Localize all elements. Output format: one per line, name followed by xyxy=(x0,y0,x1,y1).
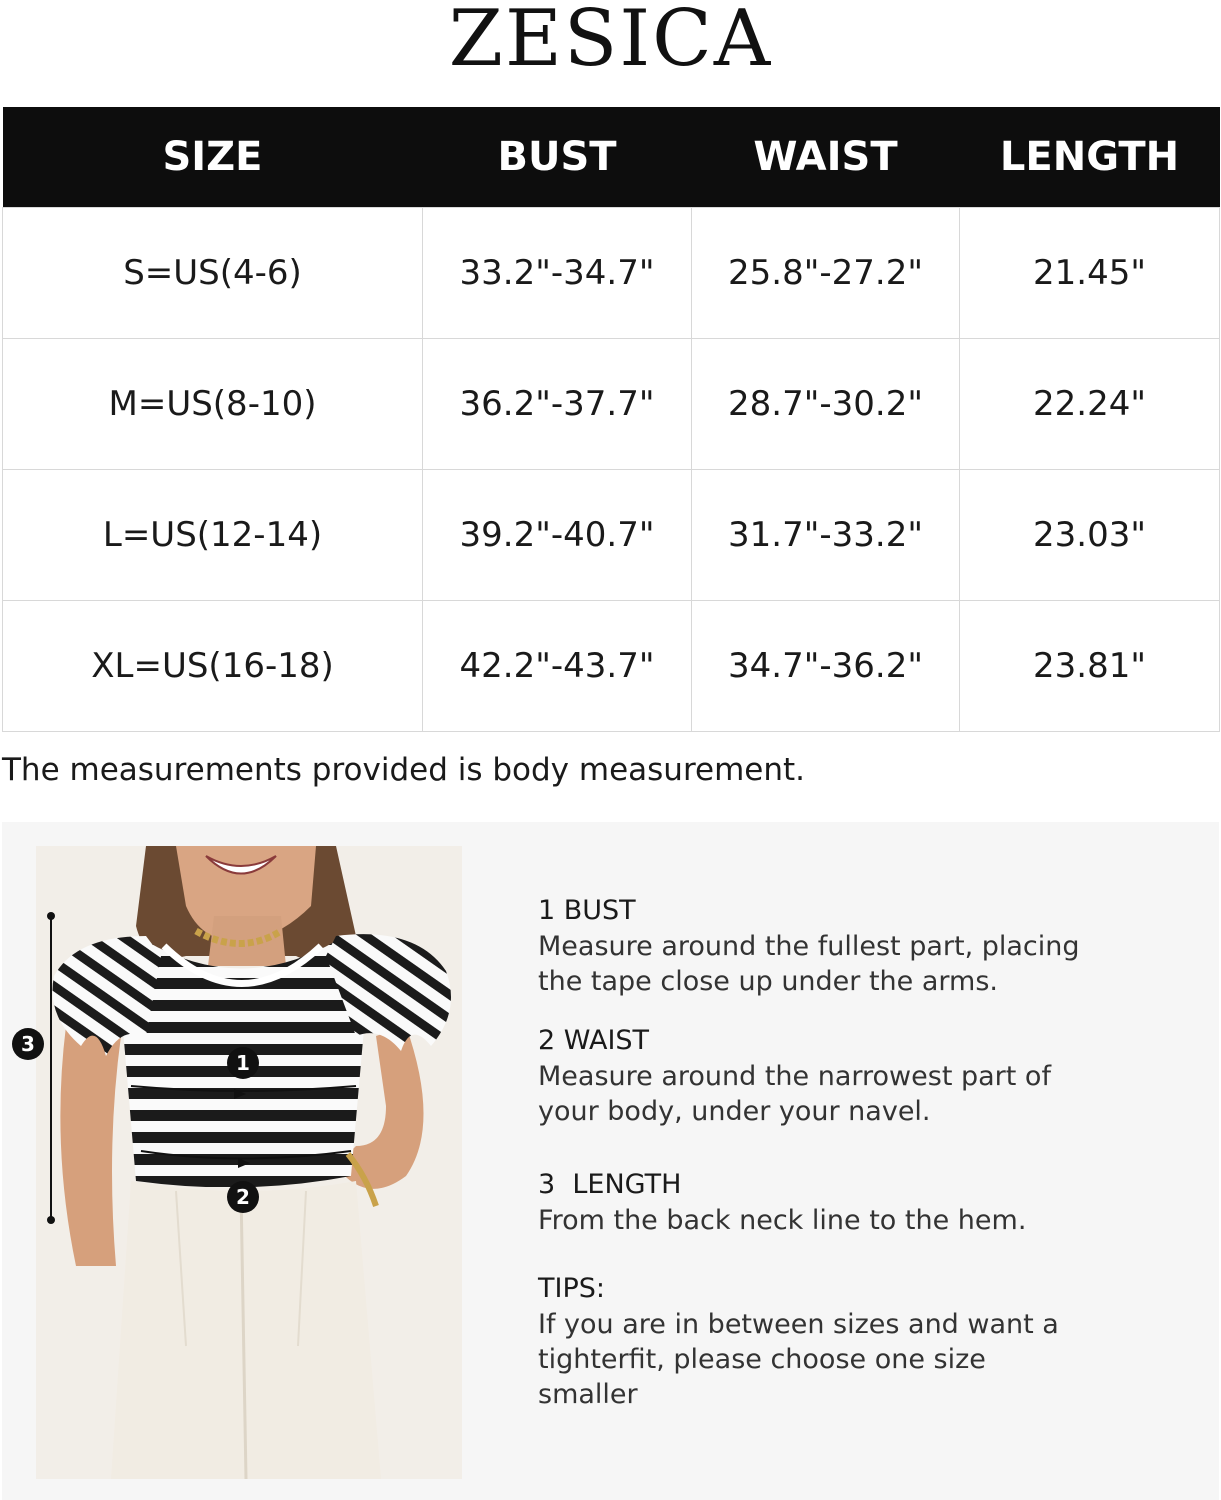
table-row xyxy=(3,208,1220,339)
table-row xyxy=(3,339,1220,470)
cell-length: 23.81" xyxy=(960,601,1220,732)
model-photo xyxy=(36,846,462,1479)
cell-bust: 39.2"-40.7" xyxy=(423,470,692,601)
marker-2-badge: 2 xyxy=(227,1181,259,1213)
marker-1-badge: 1 xyxy=(227,1047,259,1079)
model-illustration xyxy=(36,846,462,1479)
instruction-bust xyxy=(538,893,1080,999)
measurement-note: The measurements provided is body measurement. xyxy=(2,752,806,788)
size-chart-table xyxy=(2,107,1220,732)
cell-length: 23.03" xyxy=(960,470,1220,601)
instruction-line: smaller xyxy=(538,1379,638,1410)
marker-3-badge: 3 xyxy=(12,1028,44,1060)
instruction-line: Measure around the narrowest part of xyxy=(538,1061,1051,1092)
instruction-line: Measure around the fullest part, placing xyxy=(538,931,1080,962)
cell-size: XL=US(16-18) xyxy=(3,601,423,732)
table-header-row xyxy=(3,107,1220,208)
header-bust: BUST xyxy=(423,107,692,208)
cell-bust: 42.2"-43.7" xyxy=(423,601,692,732)
header-size: SIZE xyxy=(3,107,423,208)
instruction-title: 1 BUST xyxy=(538,895,636,926)
length-indicator xyxy=(10,908,60,1228)
cell-length: 21.45" xyxy=(960,208,1220,339)
cell-waist: 34.7"-36.2" xyxy=(692,601,960,732)
instruction-waist xyxy=(538,1023,1051,1129)
table-row xyxy=(3,601,1220,732)
cell-size: M=US(8-10) xyxy=(3,339,423,470)
instruction-line: If you are in between sizes and want a xyxy=(538,1309,1059,1340)
cell-size: S=US(4-6) xyxy=(3,208,423,339)
header-waist: WAIST xyxy=(692,107,960,208)
cell-bust: 33.2"-34.7" xyxy=(423,208,692,339)
table-row xyxy=(3,470,1220,601)
cell-length: 22.24" xyxy=(960,339,1220,470)
cell-waist: 25.8"-27.2" xyxy=(692,208,960,339)
instruction-title: 3 LENGTH xyxy=(538,1169,682,1200)
brand-logo: ZESICA xyxy=(448,0,773,84)
instruction-length xyxy=(538,1167,1026,1238)
header-length: LENGTH xyxy=(960,107,1220,208)
instruction-tips xyxy=(538,1271,1059,1412)
cell-waist: 28.7"-30.2" xyxy=(692,339,960,470)
instruction-title: TIPS: xyxy=(538,1273,605,1304)
instruction-line: your body, under your navel. xyxy=(538,1096,931,1127)
instruction-line: tighterfit, please choose one size xyxy=(538,1344,986,1375)
instruction-title: 2 WAIST xyxy=(538,1025,650,1056)
cell-size: L=US(12-14) xyxy=(3,470,423,601)
instruction-line: the tape close up under the arms. xyxy=(538,966,998,997)
cell-waist: 31.7"-33.2" xyxy=(692,470,960,601)
cell-bust: 36.2"-37.7" xyxy=(423,339,692,470)
instruction-line: From the back neck line to the hem. xyxy=(538,1205,1027,1236)
